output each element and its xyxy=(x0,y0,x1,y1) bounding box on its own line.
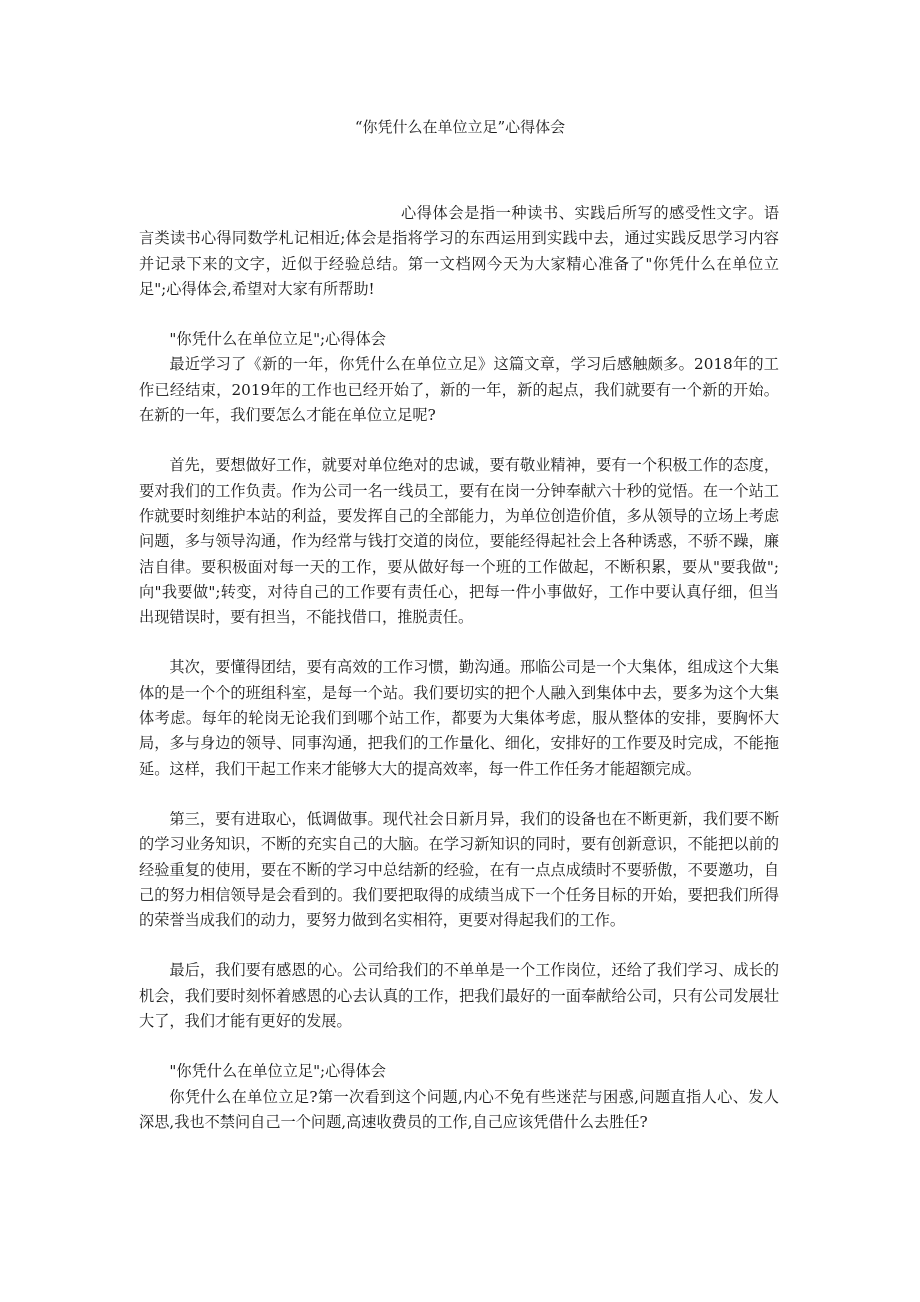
paragraph: 首先，要想做好工作，就要对单位绝对的忠诚，要有敬业精神，要有一个积极工作的态度，要对我们的工作负责。作为公司一名一线员工，要有在岗一分钟奉献六十秒的觉悟。在一个站工作就要时刻维护本站的利益，要发挥自己的全部能力，为单位创造价值，多从领导的立场上考虑问题，多与领导沟通，作为经常与钱打交道的岗位，要能经得起社会上各种诱惑，不骄不躁，廉洁自律。要积极面对每一天的工作，要从做好每一个班的工作做起，不断积累，要从"要我做";向"我要做";转变，对待自己的工作要有责任心，把每一件小事做好，工作中要认真仔细，但当出现错误时，要有担当，不能找借口，推脱责任。 xyxy=(139,456,779,627)
paragraph: 最近学习了《新的一年，你凭什么在单位立足》这篇文章，学习后感触颇多。2018年的工作已经结束，2019年的工作也已经开始了，新的一年，新的起点，我们就要有一个新的开始。在新的一年，我们要怎么才能在单位立足呢? xyxy=(139,355,779,425)
paragraph: 第三，要有进取心，低调做事。现代社会日新月异，我们的设备也在不断更新，我们要不断的学习业务知识，不断的充实自己的大脑。在学习新知识的同时，要有创新意识，不能把以前的经验重复的使用，要在不断的学习中总结新的经验，在有一点点成绩时不要骄傲，不要邀功，自己的努力相信领导是会看到的。我们要把取得的成绩当成下一个任务目标的开始，要把我们所得的荣誉当成我们的动力，要努力做到名实相符，更要对得起我们的工作。 xyxy=(139,809,779,930)
section2-heading: "你凭什么在单位立足";心得体会 xyxy=(169,1062,386,1081)
paragraph: 最后，我们要有感恩的心。公司给我们的不单单是一个工作岗位，还给了我们学习、成长的机会，我们要时刻怀着感恩的心去认真的工作，把我们最好的一面奉献给公司，只有公司发展壮大了，我们才能有更好的发展。 xyxy=(139,961,779,1031)
paragraph: 你凭什么在单位立足?第一次看到这个问题,内心不免有些迷茫与困惑,问题直指人心、发人深思,我也不禁问自己一个问题,高速收费员的工作,自己应该凭借什么去胜任? xyxy=(139,1087,779,1131)
document-title: “你凭什么在单位立足”心得体会 xyxy=(354,118,566,136)
paragraph: 其次，要懂得团结，要有高效的工作习惯，勤沟通。邢临公司是一个大集体，组成这个大集体的是一个个的班组科室，是每一个站。我们要切实的把个人融入到集体中去，要多为这个大集体考虑。每年的轮岗无论我们到哪个站工作，都要为大集体考虑，服从整体的安排，要胸怀大局，多与身边的领导、同事沟通，把我们的工作量化、细化，安排好的工作要及时完成，不能拖延。这样，我们干起工作来才能够大大的提高效率，每一件工作任务才能超额完成。 xyxy=(139,658,779,778)
section1-heading: "你凭什么在单位立足";心得体会 xyxy=(169,330,386,349)
document-body xyxy=(139,201,779,1135)
intro-paragraph: 心得体会是指一种读书、实践后所写的感受性文字。语言类读书心得同数学札记相近;体会是指将学习的东西运用到实践中去，通过实践反思学习内容并记录下来的文字，近似于经验总结。第一文档网今天为大家精心准备了"你凭什么在单位立足";心得体会,希望对大家有所帮助! xyxy=(139,204,779,298)
